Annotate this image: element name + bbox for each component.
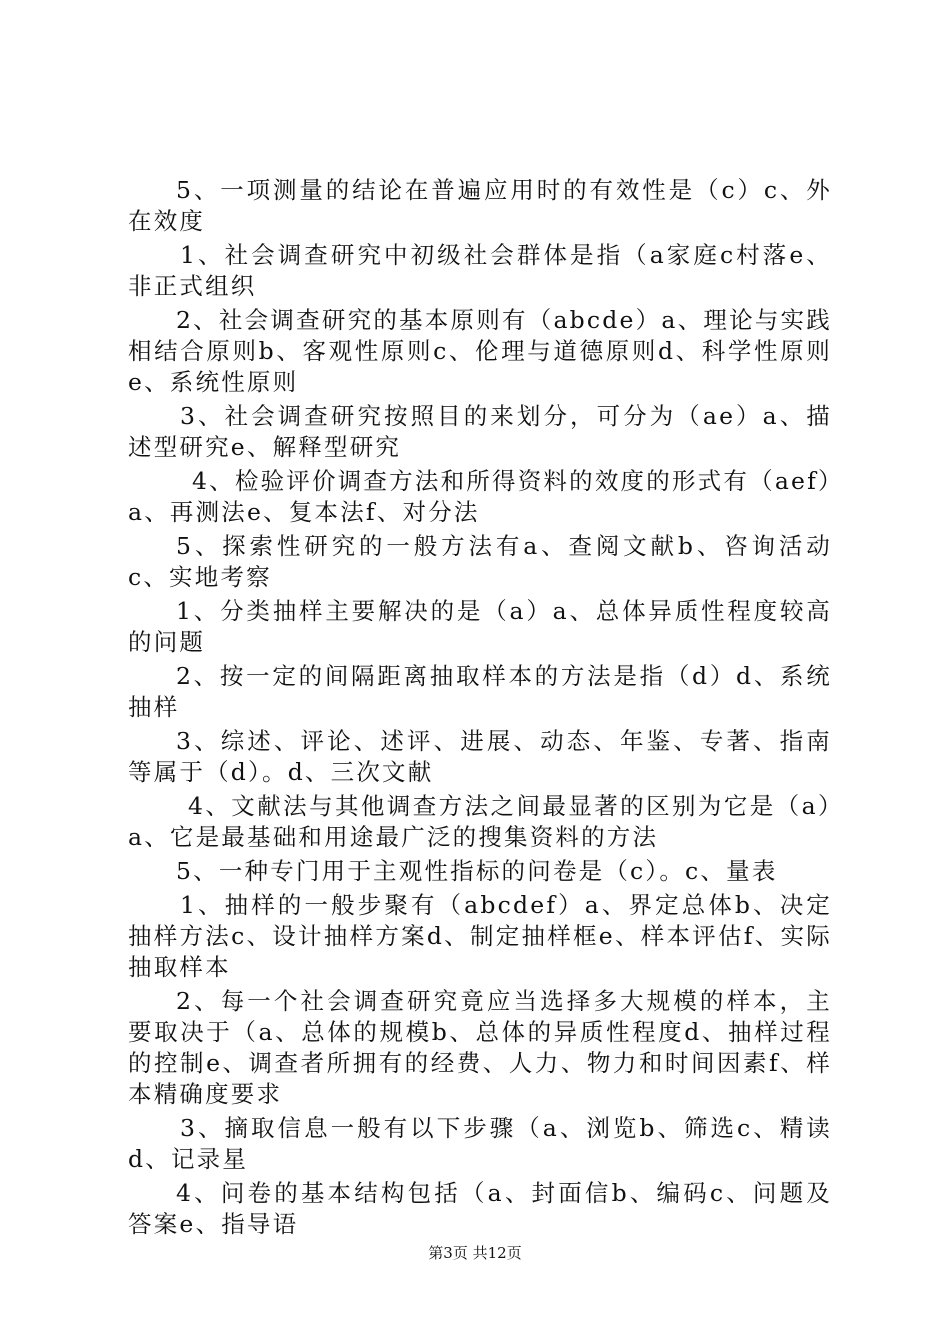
paragraph: 5、一种专门用于主观性指标的问卷是（c）。c、量表 xyxy=(176,857,778,885)
paragraph: 1、社会调查研究中初级社会群体是指（a家庭c村落e、非正式组织 xyxy=(128,241,832,300)
paragraph: 1、抽样的一般步聚有（abcdef）a、界定总体b、决定抽样方法c、设计抽样方案d、制定抽样框e、样本评估f、实际抽取样本 xyxy=(128,891,832,981)
document-body xyxy=(128,175,832,1243)
paragraph: 2、每一个社会调查研究竟应当选择多大规模的样本，主要取决于（a、总体的规模b、总体的异质性程度d、抽样过程的控制e、调查者所拥有的经费、人力、物力和时间因素f、样本精确度要求 xyxy=(128,987,832,1108)
paragraph: 4、问卷的基本结构包括（a、封面信b、编码c、问题及答案e、指导语 xyxy=(128,1179,832,1238)
paragraph: 3、摘取信息一般有以下步骤（a、浏览b、筛选c、精读d、记录星 xyxy=(128,1114,832,1173)
paragraph: 5、探索性研究的一般方法有a、查阅文献b、咨询活动c、实地考察 xyxy=(128,532,832,591)
paragraph: 3、综述、评论、述评、进展、动态、年鉴、专著、指南等属于（d）。d、三次文献 xyxy=(128,727,832,786)
paragraph: 2、按一定的间隔距离抽取样本的方法是指（d）d、系统抽样 xyxy=(128,662,832,721)
paragraph: 5、一项测量的结论在普遍应用时的有效性是（c）c、外在效度 xyxy=(128,176,832,235)
paragraph: 4、检验评价调查方法和所得资料的效度的形式有（aef）a、再测法e、复本法f、对分法 xyxy=(128,467,832,526)
paragraph: 3、社会调查研究按照目的来划分，可分为（ae）a、描述型研究e、解释型研究 xyxy=(128,402,832,461)
paragraph: 4、文献法与其他调查方法之间最显著的区别为它是（a）a、它是最基础和用途最广泛的搜集资料的方法 xyxy=(128,792,832,851)
paragraph: 2、社会调查研究的基本原则有（abcde）a、理论与实践相结合原则b、客观性原则c、伦理与道德原则d、科学性原则e、系统性原则 xyxy=(128,306,832,396)
paragraph: 1、分类抽样主要解决的是（a）a、总体异质性程度较高的问题 xyxy=(128,597,832,656)
page-footer: 第3页 共12页 xyxy=(428,1244,522,1262)
